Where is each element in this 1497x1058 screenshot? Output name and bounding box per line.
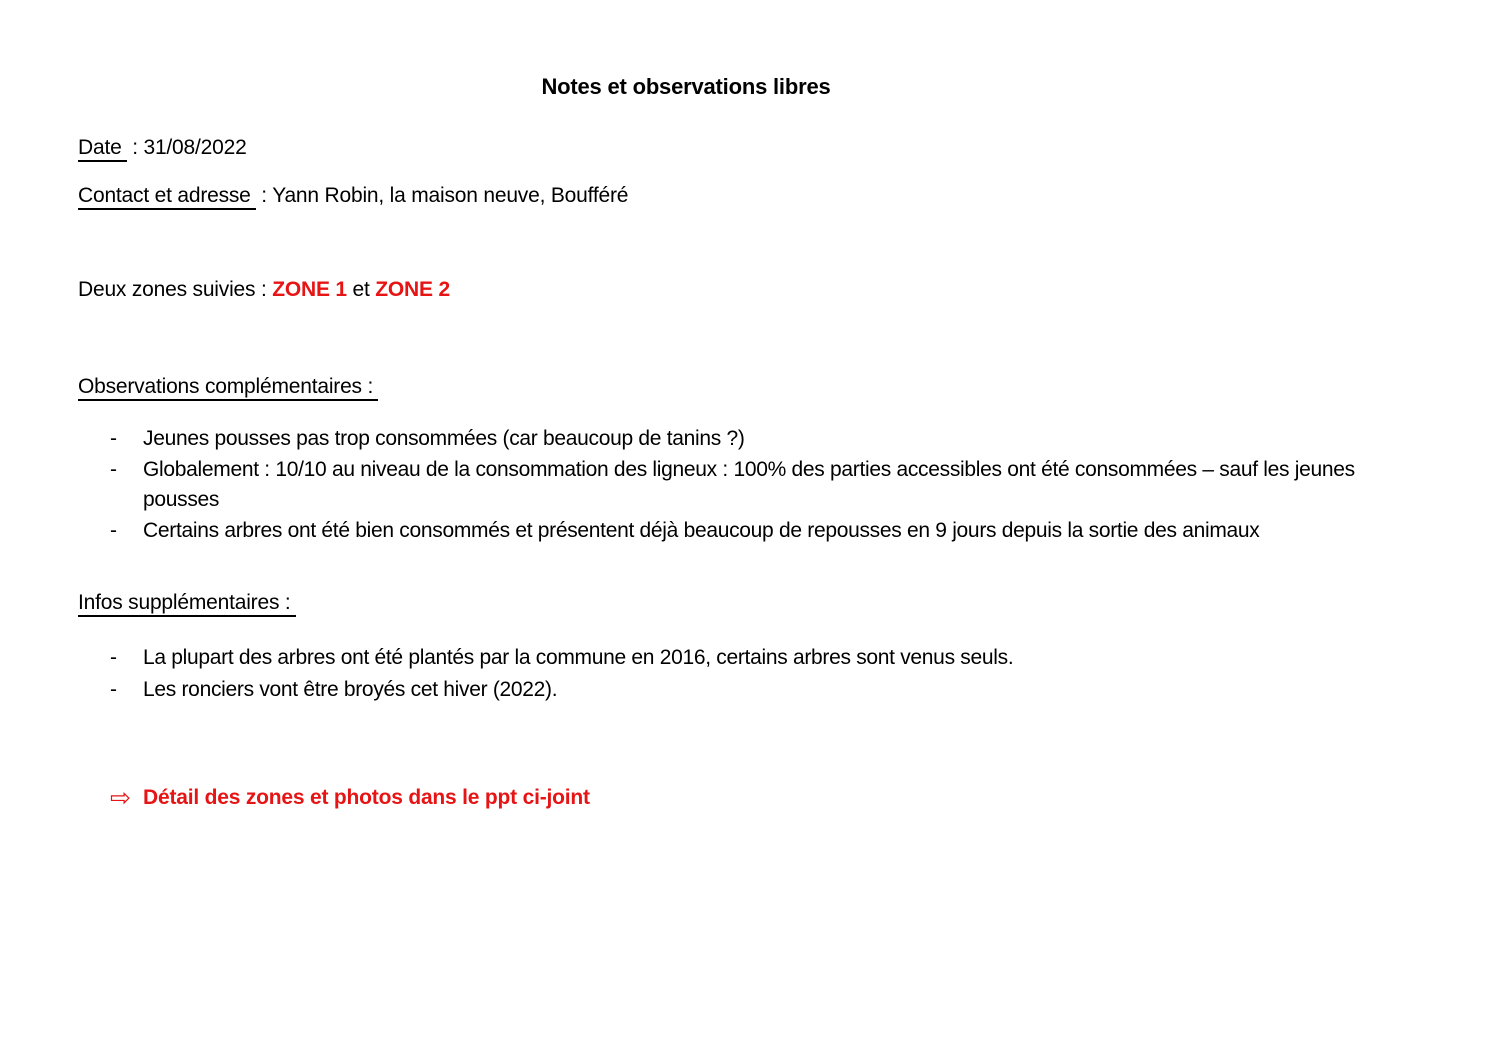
observation-item-text: Jeunes pousses pas trop consommées (car beaucoup de tanins ?) — [143, 427, 745, 450]
contact-line — [78, 184, 628, 208]
list-item — [110, 674, 1420, 706]
zones-prefix: Deux zones suivies : — [78, 278, 273, 301]
zones-conjunction: et — [346, 278, 376, 301]
zone-2-highlight: ZONE 2 — [375, 278, 450, 301]
list-item — [110, 455, 1420, 516]
info-item-text: La plupart des arbres ont été plantés par la commune en 2016, certains arbres sont venus seuls. — [143, 646, 1014, 669]
infos-list — [110, 642, 1420, 706]
date-value: 31/08/2022 — [143, 136, 247, 159]
right-arrow-icon: ⇨ — [110, 783, 131, 812]
zone-1-highlight: ZONE 1 — [272, 278, 347, 301]
observations-heading: Observations complémentaires : — [78, 375, 378, 401]
observation-item-text: Certains arbres ont été bien consommés et présentent déjà beaucoup de repousses en 9 jours depuis la sortie des animaux — [143, 518, 1260, 542]
info-item-text: Les ronciers vont être broyés cet hiver (2022). — [143, 678, 558, 701]
date-label: Date — [78, 136, 127, 162]
list-item — [110, 424, 1420, 455]
note-text: Détail des zones et photos dans le ppt ci-joint — [143, 785, 590, 809]
dash-bullet: - — [110, 518, 117, 542]
note-line — [110, 785, 590, 810]
date-separator: : — [126, 136, 144, 159]
infos-heading: Infos supplémentaires : — [78, 591, 296, 617]
page-title: Notes et observations libres — [541, 74, 831, 99]
dash-bullet: - — [110, 646, 117, 669]
dash-bullet: - — [110, 457, 117, 481]
observation-item-text: Globalement : 10/10 au niveau de la consommation des ligneux : 100% des parties accessibles ont été consommées – sauf les jeunes pousses — [143, 457, 1355, 511]
infos-heading-line — [78, 591, 296, 615]
list-item — [110, 642, 1420, 674]
zones-line — [78, 278, 450, 302]
list-item — [110, 516, 1420, 547]
dash-bullet: - — [110, 427, 117, 450]
date-line — [78, 136, 247, 160]
contact-label: Contact et adresse — [78, 184, 256, 210]
observations-list — [110, 424, 1420, 546]
contact-separator: : — [255, 184, 273, 207]
observations-heading-line — [78, 375, 378, 399]
dash-bullet: - — [110, 678, 117, 701]
contact-value: Yann Robin, la maison neuve, Boufféré — [272, 184, 629, 207]
